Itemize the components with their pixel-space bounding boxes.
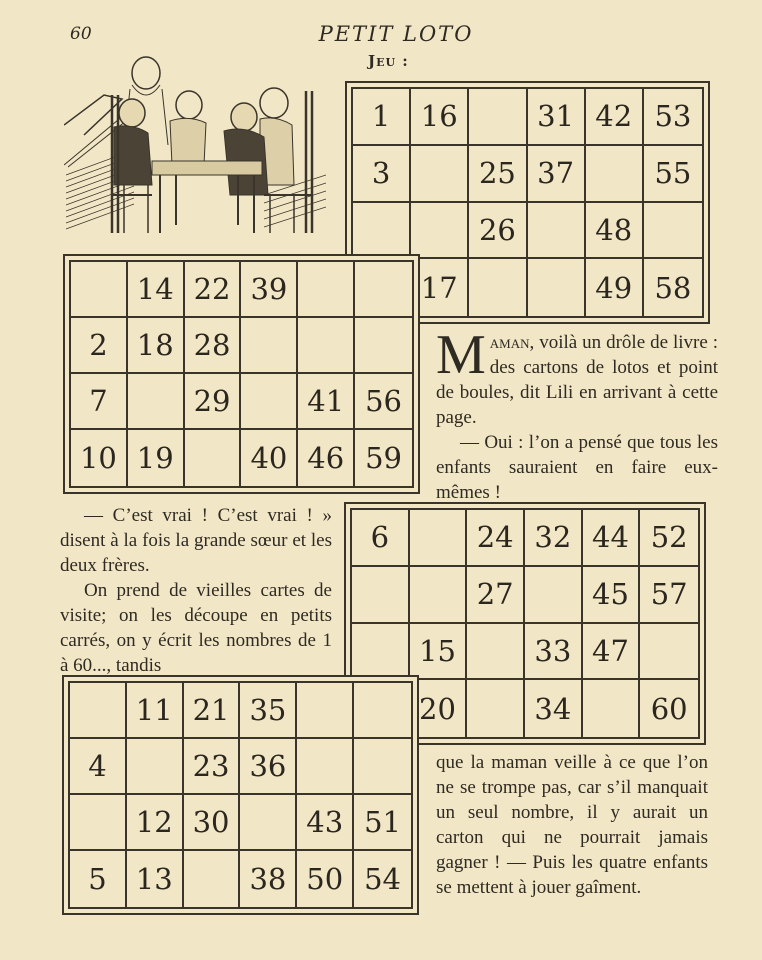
paragraph-maman <box>436 324 718 430</box>
loto-cell: 38 <box>240 851 297 907</box>
loto-cell: 29 <box>185 374 242 430</box>
loto-cell: 55 <box>644 146 702 203</box>
loto-cell <box>352 567 410 624</box>
loto-cell: 24 <box>467 510 525 567</box>
loto-cell <box>410 510 468 567</box>
loto-cell: 25 <box>469 146 527 203</box>
loto-cell: 54 <box>364 862 402 896</box>
loto-cell: 15 <box>410 624 468 681</box>
loto-cell: 52 <box>640 510 698 567</box>
loto-cell <box>528 259 586 316</box>
loto-cell <box>70 683 127 739</box>
loto-cell: 6 <box>352 510 410 567</box>
loto-cell <box>644 203 702 260</box>
paragraph-on-prend: On prend de vieilles cartes de visite; on les découpe en petits carrés, on y écrit les nombres de 1 à 60..., tandis <box>60 580 332 676</box>
loto-cell: 14 <box>128 262 185 318</box>
loto-cell <box>298 262 355 318</box>
loto-cell: 19 <box>128 430 185 486</box>
paragraph-maman-rest: , voilà un drôle de livre : des cartons de lotos et point de boules, dit Lili en arrivant à cette page. <box>436 332 718 428</box>
loto-cell: 11 <box>127 683 184 739</box>
loto-cell: 22 <box>185 262 242 318</box>
loto-cell: 5 <box>70 851 127 907</box>
loto-cell <box>352 624 410 681</box>
loto-cell: 26 <box>469 203 527 260</box>
loto-cell: 41 <box>298 374 355 430</box>
loto-cell: 7 <box>71 374 128 430</box>
loto-cell: 33 <box>525 624 583 681</box>
loto-cell <box>241 374 298 430</box>
loto-cell <box>583 680 641 737</box>
loto-cell: 3 <box>353 146 411 203</box>
loto-cell <box>354 739 411 795</box>
loto-cell <box>240 795 297 851</box>
loto-cell: 50 <box>297 851 354 907</box>
loto-cell <box>586 146 644 203</box>
loto-cell <box>411 146 469 203</box>
loto-cell: 43 <box>297 795 354 851</box>
loto-cell: 20 <box>410 680 468 737</box>
loto-cell: 44 <box>583 510 641 567</box>
page-title: PETIT LOTO <box>318 22 474 46</box>
loto-cell: 18 <box>128 318 185 374</box>
loto-cell: 51 <box>354 795 411 851</box>
loto-cell <box>525 567 583 624</box>
text-block-bottom-right <box>436 750 708 900</box>
loto-cell: 60 <box>650 691 688 726</box>
loto-cell <box>355 262 412 318</box>
loto-cell <box>297 739 354 795</box>
text-block-middle-left <box>60 503 332 678</box>
loto-card-4 <box>62 675 419 915</box>
loto-cell <box>469 89 527 146</box>
loto-cell <box>410 567 468 624</box>
dropcap: M <box>436 324 486 386</box>
loto-cell: 36 <box>240 739 297 795</box>
loto-cell <box>640 624 698 681</box>
loto-cell: 31 <box>528 89 586 146</box>
loto-cell: 28 <box>185 318 242 374</box>
game-subheading: Jeu : <box>368 52 409 70</box>
loto-cell <box>469 259 527 316</box>
loto-cell: 23 <box>184 739 241 795</box>
loto-cell: 2 <box>71 318 128 374</box>
paragraph-que-la-maman: que la maman veille à ce que l’on ne se trompe pas, car s’il manquait un seul nombre, il y aurait un carton qui ne pourrait jamais gagner ! — Puis les quatre enfants se mettent à jouer gaîment. <box>436 752 708 898</box>
loto-cell <box>241 318 298 374</box>
loto-cell <box>297 683 354 739</box>
loto-cell: 49 <box>586 259 644 316</box>
loto-cell <box>528 203 586 260</box>
loto-cell: 17 <box>411 259 469 316</box>
loto-cell: 21 <box>184 683 241 739</box>
loto-cell: 27 <box>467 567 525 624</box>
loto-cell: 34 <box>525 680 583 737</box>
loto-cell <box>354 683 411 739</box>
loto-cell: 45 <box>583 567 641 624</box>
loto-cell <box>411 203 469 260</box>
loto-cell: 32 <box>525 510 583 567</box>
paragraph-oui: — Oui : l’on a pensé que tous les enfants sauraient en faire eux-mêmes ! <box>436 432 718 503</box>
loto-cell <box>298 318 355 374</box>
loto-cell: 42 <box>586 89 644 146</box>
loto-cell: 10 <box>71 430 128 486</box>
loto-cell: 53 <box>644 89 702 146</box>
loto-cell <box>184 851 241 907</box>
loto-cell <box>355 318 412 374</box>
paragraph-cest-vrai: — C’est vrai ! C’est vrai ! » disent à la fois la grande sœur et les deux frères. <box>60 505 332 576</box>
loto-cell: 58 <box>654 270 692 305</box>
smallcaps-word: aman <box>489 332 530 353</box>
loto-cell: 4 <box>70 739 127 795</box>
loto-cell: 57 <box>640 567 698 624</box>
loto-cell: 37 <box>528 146 586 203</box>
loto-cell: 56 <box>355 374 412 430</box>
loto-cell: 30 <box>184 795 241 851</box>
loto-cell <box>128 374 185 430</box>
loto-cell <box>70 795 127 851</box>
loto-cell <box>71 262 128 318</box>
loto-cell: 13 <box>127 851 184 907</box>
loto-cell <box>467 680 525 737</box>
loto-cell: 59 <box>365 441 403 475</box>
engraving-illustration <box>64 55 326 235</box>
loto-cell <box>127 739 184 795</box>
loto-cell: 48 <box>586 203 644 260</box>
loto-cell <box>185 430 242 486</box>
loto-cell <box>353 203 411 260</box>
loto-cell: 12 <box>127 795 184 851</box>
loto-card-2 <box>63 254 420 494</box>
loto-cell: 46 <box>298 430 355 486</box>
page-number: 60 <box>70 24 92 44</box>
loto-cell <box>467 624 525 681</box>
loto-cell: 35 <box>240 683 297 739</box>
loto-cell: 39 <box>241 262 298 318</box>
loto-cell: 1 <box>353 89 411 146</box>
loto-cell: 40 <box>241 430 298 486</box>
loto-cell: 47 <box>583 624 641 681</box>
loto-cell: 16 <box>411 89 469 146</box>
text-block-top-right <box>436 324 718 505</box>
